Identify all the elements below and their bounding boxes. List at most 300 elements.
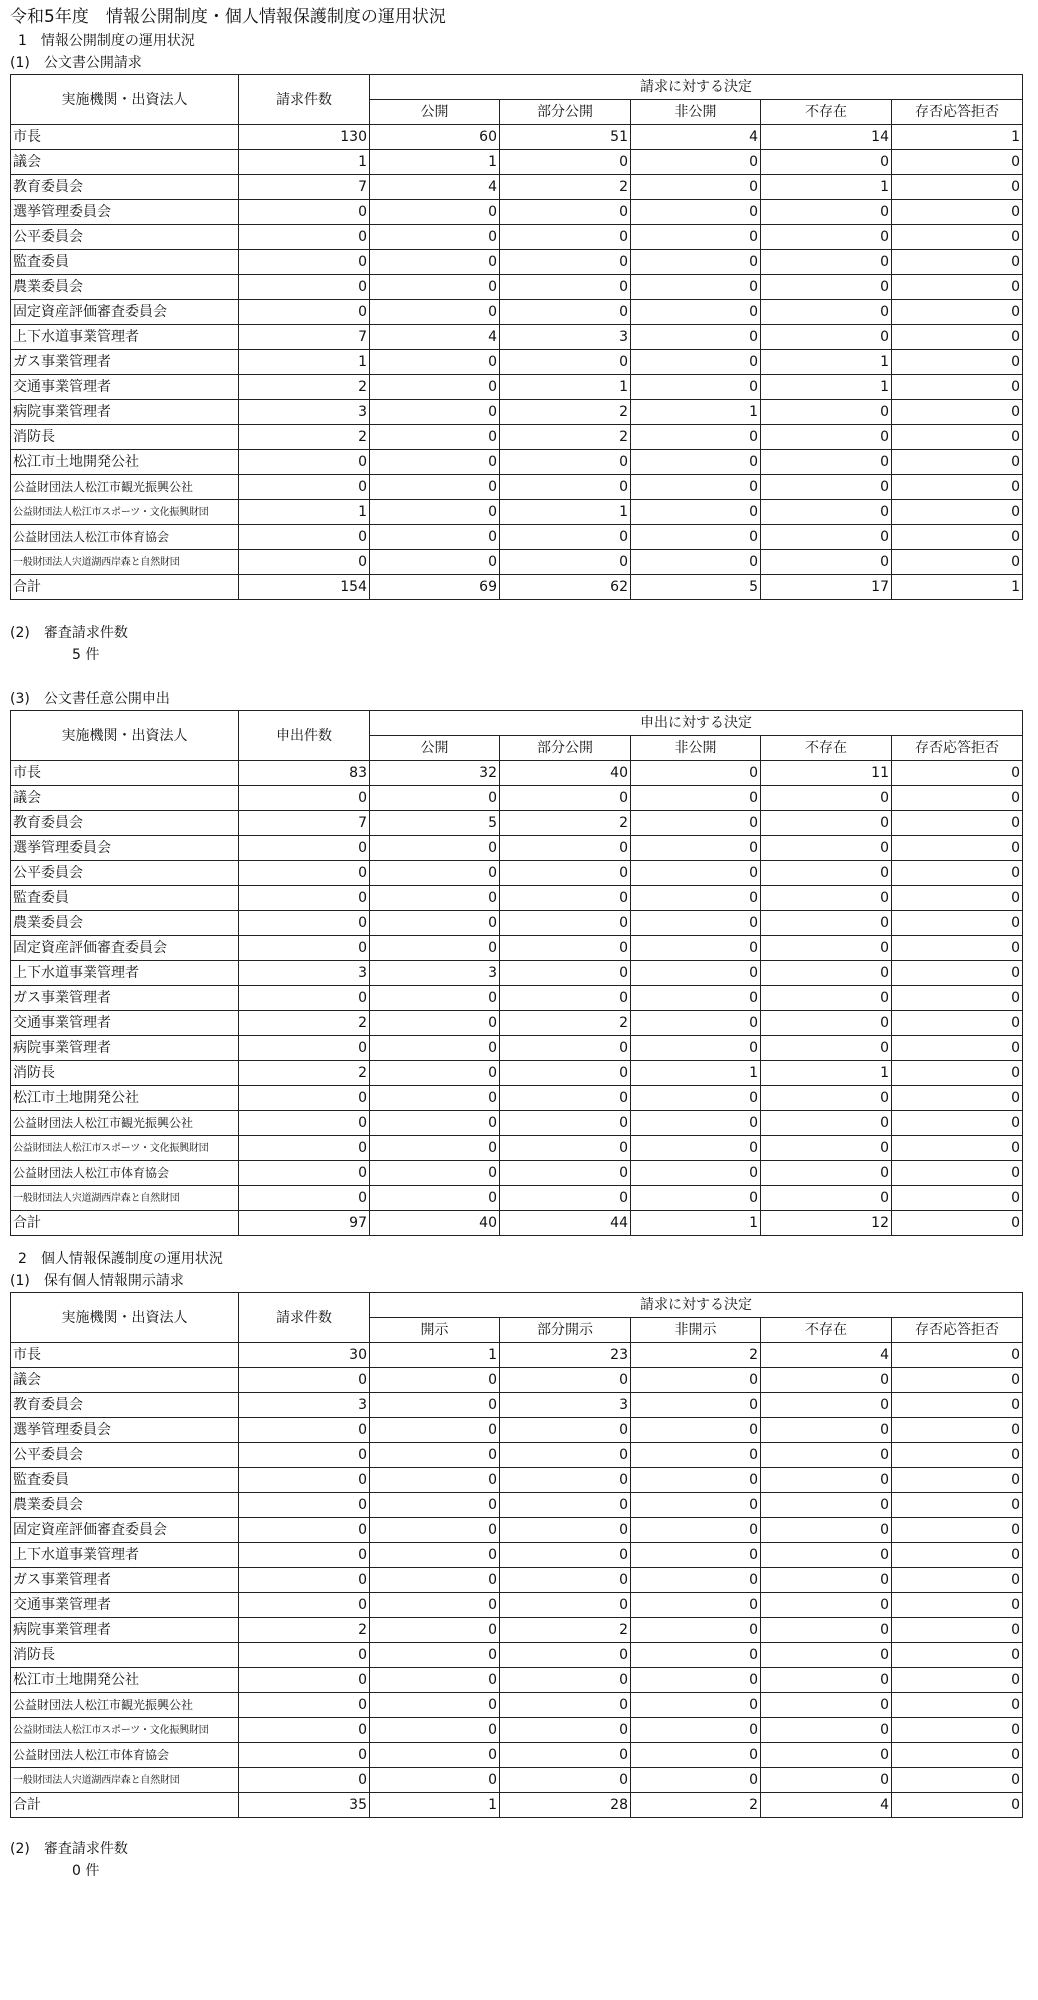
column-header-decision-group: 申出に対する決定 bbox=[370, 711, 1023, 736]
column-header-count: 請求件数 bbox=[239, 75, 370, 125]
decision-count-cell: 0 bbox=[631, 550, 761, 575]
request-count-cell: 7 bbox=[239, 325, 370, 350]
decision-count-cell: 0 bbox=[631, 1086, 761, 1111]
request-count-cell: 7 bbox=[239, 811, 370, 836]
decision-count-cell: 0 bbox=[500, 1643, 631, 1668]
decision-count-cell: 0 bbox=[631, 300, 761, 325]
table-row bbox=[11, 1543, 1023, 1568]
personal-info-table-caption: (1) 保有個人情報開示請求 bbox=[10, 1273, 184, 1289]
decision-count-cell: 0 bbox=[370, 836, 500, 861]
column-header-decision: 非公開 bbox=[631, 736, 761, 761]
table-row bbox=[11, 1061, 1023, 1086]
decision-count-cell: 0 bbox=[761, 550, 892, 575]
decision-count-cell: 0 bbox=[892, 1136, 1023, 1161]
decision-count-cell: 0 bbox=[892, 1468, 1023, 1493]
decision-count-cell: 0 bbox=[631, 1768, 761, 1793]
decision-count-cell: 0 bbox=[500, 300, 631, 325]
decision-count-cell: 0 bbox=[500, 1418, 631, 1443]
column-header-decision: 公開 bbox=[370, 100, 500, 125]
org-name-cell: 選挙管理委員会 bbox=[11, 1418, 239, 1443]
decision-count-cell: 0 bbox=[631, 200, 761, 225]
decision-count-cell: 17 bbox=[761, 575, 892, 600]
table-row bbox=[11, 275, 1023, 300]
decision-count-cell: 0 bbox=[370, 1468, 500, 1493]
request-count-cell: 1 bbox=[239, 500, 370, 525]
decision-count-cell: 0 bbox=[892, 1593, 1023, 1618]
decision-count-cell: 0 bbox=[892, 175, 1023, 200]
org-name-cell: 松江市土地開発公社 bbox=[11, 1668, 239, 1693]
decision-count-cell: 0 bbox=[892, 1518, 1023, 1543]
org-name-cell: 固定資産評価審査委員会 bbox=[11, 300, 239, 325]
request-count-cell: 0 bbox=[239, 1086, 370, 1111]
decision-count-cell: 0 bbox=[761, 836, 892, 861]
request-count-cell: 0 bbox=[239, 1493, 370, 1518]
decision-count-cell: 0 bbox=[500, 1593, 631, 1618]
decision-count-cell: 0 bbox=[631, 886, 761, 911]
decision-count-cell: 0 bbox=[631, 150, 761, 175]
decision-count-cell: 0 bbox=[370, 1186, 500, 1211]
request-count-cell: 83 bbox=[239, 761, 370, 786]
total-row bbox=[11, 575, 1023, 600]
decision-count-cell: 0 bbox=[500, 150, 631, 175]
decision-count-cell: 0 bbox=[500, 1768, 631, 1793]
table-row bbox=[11, 1618, 1023, 1643]
table-row bbox=[11, 325, 1023, 350]
decision-count-cell: 0 bbox=[631, 275, 761, 300]
decision-count-cell: 1 bbox=[500, 375, 631, 400]
decision-count-cell: 0 bbox=[761, 300, 892, 325]
decision-count-cell: 0 bbox=[500, 1161, 631, 1186]
decision-count-cell: 0 bbox=[892, 1111, 1023, 1136]
decision-count-cell: 0 bbox=[500, 936, 631, 961]
table-row bbox=[11, 786, 1023, 811]
org-name-cell: 消防長 bbox=[11, 1061, 239, 1086]
decision-count-cell: 0 bbox=[631, 1493, 761, 1518]
decision-count-cell: 1 bbox=[370, 150, 500, 175]
org-name-cell: 監査委員 bbox=[11, 250, 239, 275]
decision-count-cell: 3 bbox=[500, 325, 631, 350]
request-count-cell: 0 bbox=[239, 1036, 370, 1061]
column-header-org: 実施機関・出資法人 bbox=[11, 75, 239, 125]
decision-count-cell: 0 bbox=[370, 886, 500, 911]
org-name-cell: 病院事業管理者 bbox=[11, 1618, 239, 1643]
decision-count-cell: 1 bbox=[761, 375, 892, 400]
table-row bbox=[11, 1418, 1023, 1443]
column-header-decision: 存否応答拒否 bbox=[892, 736, 1023, 761]
decision-count-cell: 0 bbox=[892, 500, 1023, 525]
column-header-decision: 不存在 bbox=[761, 100, 892, 125]
decision-count-cell: 1 bbox=[370, 1343, 500, 1368]
voluntary-disclosure-table bbox=[10, 710, 1023, 1236]
decision-count-cell: 3 bbox=[500, 1393, 631, 1418]
table-row bbox=[11, 1036, 1023, 1061]
decision-count-cell: 23 bbox=[500, 1343, 631, 1368]
table-row bbox=[11, 1443, 1023, 1468]
decision-count-cell: 0 bbox=[761, 861, 892, 886]
decision-count-cell: 0 bbox=[370, 1443, 500, 1468]
table-row bbox=[11, 400, 1023, 425]
decision-count-cell: 0 bbox=[892, 225, 1023, 250]
decision-count-cell: 0 bbox=[370, 400, 500, 425]
decision-count-cell: 3 bbox=[370, 961, 500, 986]
decision-count-cell: 0 bbox=[500, 1186, 631, 1211]
column-header-decision: 非開示 bbox=[631, 1318, 761, 1343]
decision-count-cell: 0 bbox=[631, 1743, 761, 1768]
decision-count-cell: 0 bbox=[761, 325, 892, 350]
request-count-cell: 1 bbox=[239, 350, 370, 375]
org-name-cell: 教育委員会 bbox=[11, 811, 239, 836]
org-name-cell: 固定資産評価審査委員会 bbox=[11, 936, 239, 961]
column-header-decision: 部分開示 bbox=[500, 1318, 631, 1343]
table-row bbox=[11, 1136, 1023, 1161]
org-name-cell: 議会 bbox=[11, 150, 239, 175]
request-count-cell: 0 bbox=[239, 225, 370, 250]
total-row bbox=[11, 1793, 1023, 1818]
decision-count-cell: 0 bbox=[892, 525, 1023, 550]
decision-count-cell: 0 bbox=[631, 250, 761, 275]
request-count-cell: 0 bbox=[239, 1186, 370, 1211]
decision-count-cell: 0 bbox=[631, 1393, 761, 1418]
org-name-cell: 公益財団法人松江市体育協会 bbox=[11, 1161, 239, 1186]
table-row bbox=[11, 1643, 1023, 1668]
decision-count-cell: 0 bbox=[370, 525, 500, 550]
decision-count-cell: 0 bbox=[631, 761, 761, 786]
decision-count-cell: 0 bbox=[892, 350, 1023, 375]
decision-count-cell: 0 bbox=[370, 1418, 500, 1443]
request-count-cell: 0 bbox=[239, 450, 370, 475]
decision-count-cell: 51 bbox=[500, 125, 631, 150]
column-header-decision: 部分公開 bbox=[500, 736, 631, 761]
decision-count-cell: 0 bbox=[761, 1718, 892, 1743]
org-name-cell: 監査委員 bbox=[11, 886, 239, 911]
decision-count-cell: 0 bbox=[370, 275, 500, 300]
decision-count-cell: 0 bbox=[761, 1668, 892, 1693]
column-header-decision: 開示 bbox=[370, 1318, 500, 1343]
table-row bbox=[11, 1368, 1023, 1393]
request-count-cell: 0 bbox=[239, 1693, 370, 1718]
decision-count-cell: 0 bbox=[892, 1418, 1023, 1443]
decision-count-cell: 0 bbox=[631, 1011, 761, 1036]
column-header-decision: 公開 bbox=[370, 736, 500, 761]
decision-count-cell: 0 bbox=[500, 275, 631, 300]
decision-count-cell: 0 bbox=[370, 1368, 500, 1393]
org-name-cell: 固定資産評価審査委員会 bbox=[11, 1518, 239, 1543]
table-row bbox=[11, 375, 1023, 400]
request-count-cell: 0 bbox=[239, 1568, 370, 1593]
request-count-cell: 97 bbox=[239, 1211, 370, 1236]
decision-count-cell: 0 bbox=[370, 1136, 500, 1161]
decision-count-cell: 0 bbox=[631, 1136, 761, 1161]
table-row bbox=[11, 200, 1023, 225]
request-count-cell: 1 bbox=[239, 150, 370, 175]
decision-count-cell: 0 bbox=[892, 1693, 1023, 1718]
table-row bbox=[11, 1768, 1023, 1793]
decision-count-cell: 0 bbox=[761, 811, 892, 836]
page-title: 令和5年度 情報公開制度・個人情報保護制度の運用状況 bbox=[10, 7, 446, 27]
decision-count-cell: 0 bbox=[761, 911, 892, 936]
table-row bbox=[11, 175, 1023, 200]
decision-count-cell: 1 bbox=[761, 175, 892, 200]
org-name-cell: ガス事業管理者 bbox=[11, 350, 239, 375]
decision-count-cell: 0 bbox=[761, 400, 892, 425]
decision-count-cell: 0 bbox=[631, 1111, 761, 1136]
header-row bbox=[11, 1293, 1023, 1318]
decision-count-cell: 0 bbox=[500, 1368, 631, 1393]
decision-count-cell: 0 bbox=[892, 150, 1023, 175]
org-name-cell: ガス事業管理者 bbox=[11, 1568, 239, 1593]
decision-count-cell: 4 bbox=[370, 325, 500, 350]
org-name-cell: 上下水道事業管理者 bbox=[11, 1543, 239, 1568]
decision-count-cell: 0 bbox=[892, 200, 1023, 225]
column-header-org: 実施機関・出資法人 bbox=[11, 1293, 239, 1343]
decision-count-cell: 0 bbox=[631, 350, 761, 375]
section1-heading: 1 情報公開制度の運用状況 bbox=[18, 33, 195, 49]
decision-count-cell: 0 bbox=[892, 400, 1023, 425]
decision-count-cell: 0 bbox=[370, 1643, 500, 1668]
request-count-cell: 0 bbox=[239, 1518, 370, 1543]
table-row bbox=[11, 861, 1023, 886]
decision-count-cell: 0 bbox=[761, 1593, 892, 1618]
decision-count-cell: 0 bbox=[892, 1011, 1023, 1036]
decision-count-cell: 0 bbox=[370, 1543, 500, 1568]
decision-count-cell: 1 bbox=[761, 1061, 892, 1086]
table1-caption: (1) 公文書公開請求 bbox=[10, 55, 142, 71]
org-name-cell: 選挙管理委員会 bbox=[11, 200, 239, 225]
column-header-decision: 部分公開 bbox=[500, 100, 631, 125]
table-row bbox=[11, 450, 1023, 475]
request-count-cell: 0 bbox=[239, 1443, 370, 1468]
document-page bbox=[10, 4, 1022, 1882]
org-name-cell: 市長 bbox=[11, 125, 239, 150]
decision-count-cell: 0 bbox=[631, 811, 761, 836]
request-count-cell: 0 bbox=[239, 525, 370, 550]
decision-count-cell: 0 bbox=[500, 250, 631, 275]
total-label: 合計 bbox=[11, 575, 239, 600]
decision-count-cell: 0 bbox=[892, 1161, 1023, 1186]
org-name-cell: 議会 bbox=[11, 1368, 239, 1393]
decision-count-cell: 0 bbox=[761, 1618, 892, 1643]
decision-count-cell: 0 bbox=[370, 1743, 500, 1768]
org-name-cell: 公益財団法人松江市スポーツ・文化振興財団 bbox=[11, 1136, 239, 1161]
decision-count-cell: 69 bbox=[370, 575, 500, 600]
decision-count-cell: 0 bbox=[500, 350, 631, 375]
org-name-cell: 消防長 bbox=[11, 1643, 239, 1668]
decision-count-cell: 0 bbox=[370, 425, 500, 450]
decision-count-cell: 0 bbox=[370, 1493, 500, 1518]
decision-count-cell: 0 bbox=[892, 1718, 1023, 1743]
decision-count-cell: 0 bbox=[370, 1693, 500, 1718]
decision-count-cell: 0 bbox=[761, 1468, 892, 1493]
decision-count-cell: 0 bbox=[892, 1668, 1023, 1693]
decision-count-cell: 0 bbox=[892, 1743, 1023, 1768]
decision-count-cell: 0 bbox=[500, 1493, 631, 1518]
decision-count-cell: 1 bbox=[631, 400, 761, 425]
decision-count-cell: 2 bbox=[631, 1343, 761, 1368]
decision-count-cell: 0 bbox=[761, 1543, 892, 1568]
decision-count-cell: 0 bbox=[500, 911, 631, 936]
decision-count-cell: 0 bbox=[892, 786, 1023, 811]
org-name-cell: 市長 bbox=[11, 1343, 239, 1368]
org-name-cell: 一般財団法人宍道湖西岸森と自然財団 bbox=[11, 550, 239, 575]
decision-count-cell: 0 bbox=[761, 1743, 892, 1768]
column-header-decision: 不存在 bbox=[761, 736, 892, 761]
decision-count-cell: 0 bbox=[500, 1718, 631, 1743]
request-count-cell: 0 bbox=[239, 1768, 370, 1793]
decision-count-cell: 0 bbox=[631, 861, 761, 886]
org-name-cell: 公益財団法人松江市観光振興公社 bbox=[11, 1693, 239, 1718]
decision-count-cell: 0 bbox=[761, 1136, 892, 1161]
table-row bbox=[11, 350, 1023, 375]
request-count-cell: 2 bbox=[239, 375, 370, 400]
column-header-org: 実施機関・出資法人 bbox=[11, 711, 239, 761]
request-count-cell: 0 bbox=[239, 911, 370, 936]
decision-count-cell: 0 bbox=[761, 1693, 892, 1718]
decision-count-cell: 0 bbox=[631, 1568, 761, 1593]
org-name-cell: 公益財団法人松江市体育協会 bbox=[11, 1743, 239, 1768]
decision-count-cell: 0 bbox=[631, 1618, 761, 1643]
decision-count-cell: 0 bbox=[892, 1393, 1023, 1418]
decision-count-cell: 0 bbox=[370, 1393, 500, 1418]
decision-count-cell: 0 bbox=[892, 961, 1023, 986]
request-count-cell: 0 bbox=[239, 300, 370, 325]
decision-count-cell: 0 bbox=[892, 1086, 1023, 1111]
org-name-cell: 農業委員会 bbox=[11, 1493, 239, 1518]
decision-count-cell: 0 bbox=[500, 786, 631, 811]
decision-count-cell: 0 bbox=[892, 1493, 1023, 1518]
decision-count-cell: 0 bbox=[500, 1518, 631, 1543]
decision-count-cell: 0 bbox=[892, 1061, 1023, 1086]
decision-count-cell: 0 bbox=[500, 225, 631, 250]
org-name-cell: 公益財団法人松江市体育協会 bbox=[11, 525, 239, 550]
decision-count-cell: 40 bbox=[370, 1211, 500, 1236]
decision-count-cell: 0 bbox=[370, 1011, 500, 1036]
decision-count-cell: 0 bbox=[761, 150, 892, 175]
decision-count-cell: 5 bbox=[631, 575, 761, 600]
decision-count-cell: 0 bbox=[892, 1443, 1023, 1468]
decision-count-cell: 0 bbox=[500, 1668, 631, 1693]
decision-count-cell: 0 bbox=[761, 450, 892, 475]
decision-count-cell: 0 bbox=[370, 1036, 500, 1061]
decision-count-cell: 1 bbox=[631, 1061, 761, 1086]
decision-count-cell: 40 bbox=[500, 761, 631, 786]
decision-count-cell: 0 bbox=[631, 836, 761, 861]
decision-count-cell: 1 bbox=[370, 1793, 500, 1818]
request-count-cell: 0 bbox=[239, 275, 370, 300]
decision-count-cell: 2 bbox=[500, 400, 631, 425]
personal-info-disclosure-table bbox=[10, 1292, 1023, 1818]
decision-count-cell: 0 bbox=[761, 1161, 892, 1186]
decision-count-cell: 0 bbox=[631, 425, 761, 450]
decision-count-cell: 0 bbox=[892, 300, 1023, 325]
org-name-cell: 病院事業管理者 bbox=[11, 1036, 239, 1061]
decision-count-cell: 0 bbox=[370, 1086, 500, 1111]
decision-count-cell: 0 bbox=[892, 1793, 1023, 1818]
table-row bbox=[11, 1161, 1023, 1186]
decision-count-cell: 0 bbox=[500, 1061, 631, 1086]
decision-count-cell: 0 bbox=[370, 786, 500, 811]
decision-count-cell: 0 bbox=[500, 861, 631, 886]
request-count-cell: 0 bbox=[239, 1743, 370, 1768]
org-name-cell: 選挙管理委員会 bbox=[11, 836, 239, 861]
decision-count-cell: 0 bbox=[892, 1768, 1023, 1793]
table-row bbox=[11, 761, 1023, 786]
decision-count-cell: 0 bbox=[370, 375, 500, 400]
request-count-cell: 0 bbox=[239, 1643, 370, 1668]
decision-count-cell: 0 bbox=[631, 450, 761, 475]
decision-count-cell: 12 bbox=[761, 1211, 892, 1236]
table-row bbox=[11, 1568, 1023, 1593]
org-name-cell: 病院事業管理者 bbox=[11, 400, 239, 425]
column-header-decision: 存否応答拒否 bbox=[892, 100, 1023, 125]
decision-count-cell: 0 bbox=[761, 250, 892, 275]
decision-count-cell: 44 bbox=[500, 1211, 631, 1236]
decision-count-cell: 0 bbox=[892, 986, 1023, 1011]
decision-count-cell: 0 bbox=[761, 961, 892, 986]
table-row bbox=[11, 1393, 1023, 1418]
decision-count-cell: 0 bbox=[631, 786, 761, 811]
decision-count-cell: 0 bbox=[370, 1618, 500, 1643]
decision-count-cell: 4 bbox=[631, 125, 761, 150]
decision-count-cell: 2 bbox=[500, 1618, 631, 1643]
decision-count-cell: 0 bbox=[631, 1186, 761, 1211]
decision-count-cell: 0 bbox=[892, 861, 1023, 886]
request-count-cell: 0 bbox=[239, 1593, 370, 1618]
decision-count-cell: 4 bbox=[761, 1343, 892, 1368]
decision-count-cell: 0 bbox=[892, 761, 1023, 786]
decision-count-cell: 0 bbox=[892, 1211, 1023, 1236]
request-count-cell: 0 bbox=[239, 836, 370, 861]
decision-count-cell: 0 bbox=[761, 500, 892, 525]
table-row bbox=[11, 836, 1023, 861]
decision-count-cell: 0 bbox=[370, 475, 500, 500]
personal-review-count: 0 件 bbox=[72, 1863, 100, 1879]
request-count-cell: 0 bbox=[239, 1543, 370, 1568]
table-row bbox=[11, 1186, 1023, 1211]
org-name-cell: 上下水道事業管理者 bbox=[11, 961, 239, 986]
decision-count-cell: 0 bbox=[500, 550, 631, 575]
request-count-cell: 3 bbox=[239, 961, 370, 986]
decision-count-cell: 0 bbox=[631, 1518, 761, 1543]
decision-count-cell: 0 bbox=[631, 1418, 761, 1443]
decision-count-cell: 0 bbox=[500, 450, 631, 475]
decision-count-cell: 0 bbox=[631, 175, 761, 200]
decision-count-cell: 0 bbox=[761, 1768, 892, 1793]
decision-count-cell: 0 bbox=[892, 936, 1023, 961]
org-name-cell: 公平委員会 bbox=[11, 861, 239, 886]
decision-count-cell: 0 bbox=[500, 475, 631, 500]
request-count-cell: 0 bbox=[239, 1468, 370, 1493]
decision-count-cell: 0 bbox=[892, 811, 1023, 836]
decision-count-cell: 0 bbox=[892, 911, 1023, 936]
decision-count-cell: 0 bbox=[892, 475, 1023, 500]
decision-count-cell: 0 bbox=[761, 786, 892, 811]
decision-count-cell: 1 bbox=[892, 125, 1023, 150]
decision-count-cell: 5 bbox=[370, 811, 500, 836]
decision-count-cell: 0 bbox=[761, 1186, 892, 1211]
decision-count-cell: 0 bbox=[631, 961, 761, 986]
request-count-cell: 3 bbox=[239, 400, 370, 425]
decision-count-cell: 4 bbox=[761, 1793, 892, 1818]
decision-count-cell: 0 bbox=[631, 375, 761, 400]
org-name-cell: 公平委員会 bbox=[11, 225, 239, 250]
table-row bbox=[11, 1693, 1023, 1718]
decision-count-cell: 0 bbox=[631, 1543, 761, 1568]
decision-count-cell: 0 bbox=[761, 1518, 892, 1543]
table-row bbox=[11, 475, 1023, 500]
table-row bbox=[11, 225, 1023, 250]
decision-count-cell: 0 bbox=[892, 275, 1023, 300]
decision-count-cell: 1 bbox=[631, 1211, 761, 1236]
